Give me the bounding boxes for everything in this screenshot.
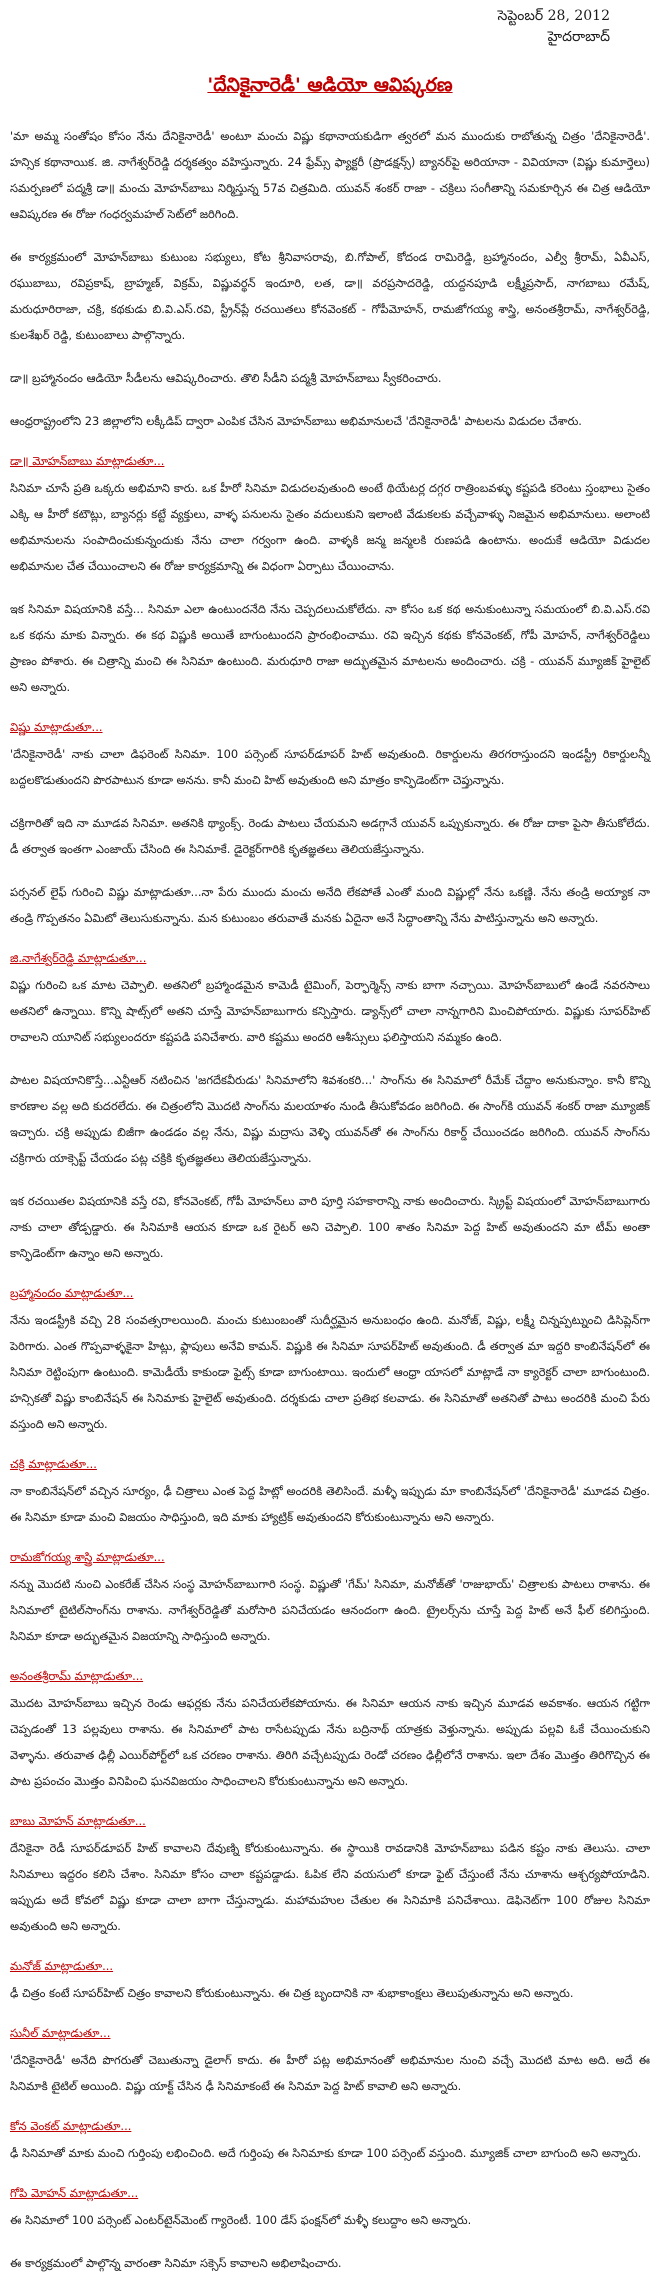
speech-paragraph: విష్ణు గురించి ఒక మాట చెప్పాలి. అతనిలో బ్రహ్మాండమైన కామెడీ టైమింగ్, పెర్ఫార్మెన్స్ నాకు బాగా నచ్చాయి. మోహన్‌బాబులో ఉండే నవరసాలు అతనిలో ఉన్నాయి. కొన్ని షాట్స్‌లో అతని చూస్తే మోహన్‌బాబుగారు కన్పిస్తారు. డ్యాన్స్‌లో చాలా నాన్నగారిని మించిపోయారు. విష్ణుకు సూపర్‌హిట్ రావాలని యూనిట్ సభ్యులందరూ కష్టపడి పనిచేశారు. వారి కష్టము అందరి ఆశీస్సులు ఫలిస్తాయని నమ్మకం ఉంది. [10, 978, 650, 1044]
article-title: 'దేనికైనారెడీ' ఆడియో ఆవిష్కరణ [207, 74, 453, 96]
speech-section [10, 1547, 650, 1649]
article-intro [10, 123, 650, 434]
speaker-heading: విష్ణు మాట్లాడుతూ... [10, 720, 103, 734]
speech-section [10, 1956, 650, 2006]
speaker-heading: బ్రహ్మానందం మాట్లాడుతూ... [10, 1286, 134, 1300]
intro-paragraph: డా॥ బ్రహ్మానందం ఆడియో సీడీలను ఆవిష్కరించారు. తొలి సీడీని పద్మశ్రీ మోహన్‌బాబు స్వీకరించారు. [10, 371, 442, 385]
speech-paragraph: ఈ కార్యక్రమంలో పాల్గొన్న వారంతా సినిమా సక్సెస్ కావాలని అభిలాషించారు. [10, 2256, 342, 2270]
intro-paragraph: ఈ కార్యక్రమంలో మోహన్‌బాబు కుటుంబ సభ్యులు, కోట శ్రీనివాసరావు, బి.గోపాల్, కోదండ రామిరెడ్డి, బ్రహ్మానందం, ఎల్వీ శ్రీరామ్, ఏవీఎస్, రఘుబాబు, రవిప్రకాష్, బ్రాహ్మణ్, విక్రమ్, విష్ణువర్థన్ ఇందూరి, లత, డా॥ వరప్రసాదరెడ్డి, యద్దనపూడి లక్ష్మీప్రసాద్, నాగబాబు రమేష్, మరుధూరిరాజా, చక్రి, కథకుడు బి.వి.ఎస్.రవి, స్ట్రీన్‌ప్లే రచయితలు కోనవెంకట్ - గోపీమోహన్, రామజోగయ్య శాస్త్రి, అనంతశ్రీరామ్, నాగేశ్వర్‌రెడ్డి, కులశేఖర్ రెడ్డి, కుటుంబాలు పాల్గొన్నారు. [10, 250, 650, 342]
speech-paragraph: పర్సనల్ లైఫ్ గురించి విష్ణు మాట్లాడుతూ...నా పేరు ముందు మంచు అనేది లేకపోతే ఎంతో మంది విష్ణుల్లో నేను ఒకణ్ణి. నేను తండ్రి అయ్యాక నా తండ్రి గొప్పతనం ఏమిటో తెలుసుకున్నాను. మన కుటుంబం తరువాతే మనకు ఏదైనా అనే సిద్ధాంతాన్ని నేను పాటిస్తున్నాను అని అన్నారు. [10, 885, 650, 925]
speech-section [10, 1811, 650, 1939]
speech-paragraph: సినిమా చూసే ప్రతి ఒక్కరు అభిమాని కారు. ఒక హీరో సినిమా విడుదలవుతుంది అంటే థియేటర్ల దగ్గర రాత్రింబవళ్ళు కష్టపడి కరెంటు స్తంభాలు సైతం ఎక్కి ఆ హీరో కటౌట్లు, బ్యానర్లు కట్టే వ్యక్తులు, వాళ్ళ పనులను సైతం వదులుకుని ఇలాంటి వేడుకలకు వచ్చేవాళ్ళు నిజమైన అభిమానులు. అలాంటి అభిమానులను సంపాదించుకున్నందుకు నేను చాలా గర్వంగా ఉంది. వాళ్ళకి జన్మ జన్మలకి రుణపడి ఉంటాను. అందుకే ఆడియో విడుదల అభిమానుల చేత చేయించాలని ఈ రోజు కార్యక్రమాన్ని ఈ విధంగా ఏర్పాటు చేయించాను. [10, 481, 650, 573]
speech-paragraph: నన్ను మొదటి నుంచి ఎంకరేజ్ చేసిన సంస్థ మోహన్‌బాబుగారి సంస్థ. విష్ణుతో 'గేమ్' సినిమా, మనోజ్‌తో 'రాజుభాయ్' చిత్రాలకు పాటలు రాశాను. ఈ సినిమాలో టైటిల్‌సాంగ్‌ను రాశాను. నాగేశ్వర్‌రెడ్డితో మరోసారి పనిచేయడం ఆనందంగా ఉంది. ట్రైలర్స్‌ను చూస్తే పెద్ద హిట్ అనే ఫీల్ కలిగిస్తుంది. సినిమా కూడా అద్భుతమైన విజయాన్ని సాధిస్తుంది అన్నారు. [10, 1577, 650, 1643]
speaker-heading: అనంతశ్రీరామ్ మాట్లాడుతూ... [10, 1669, 144, 1683]
speaker-heading: డా॥ మోహన్‌బాబు మాట్లాడుతూ... [10, 454, 165, 468]
speech-paragraph: దేనికైనా రెడీ సూపర్‌డూపర్ హిట్ కావాలని దేవుణ్ని కోరుకుంటున్నాను. ఈ స్థాయికి రావడానికి మోహన్‌బాబు పడిన కష్టం నాకు తెలుసు. చాలా సినిమాలు ఇద్దరం కలిసి చేశాం. సినిమా కోసం చాలా కష్టపడ్డాడు. ఓపిక లేని వయసులో కూడా ఫైట్ చేస్తుంటే నేను చూశాను ఆశ్చర్యపోయాడిని. ఇప్పుడు అదే కోవలో విష్ణు కూడా చాలా బాగా చేస్తున్నాడు. మహామహుల చేతుల ఈ సినిమాకి పనిచేశాయి. డెఫినెట్‌గా 100 రోజుల సినిమా అవుతుంది అని అన్నారు. [10, 1841, 650, 1933]
speech-paragraph: నా కాంబినేషన్‌లో వచ్చిన సూర్యం, ఢీ చిత్రాలు ఎంత పెద్ద హిట్లో అందరికి తెలిసిందే. మళ్ళీ ఇప్పుడు మా కాంబినేషన్‌లో 'దేనికైనారెడీ' మూడవ చిత్రం. ఈ సినిమా కూడా మంచి విజయం సాధిస్తుంది, ఇది మాకు హ్యాట్రిక్ అవుతుందని కోరుకుంటున్నాను అని అన్నారు. [10, 1484, 650, 1524]
speaker-heading: కోన వెంకట్ మాట్లాడుతూ... [10, 2119, 132, 2133]
speech-section [10, 451, 650, 700]
speech-paragraph: ఢీ చిత్రం కంటే సూపర్‌హిట్ చిత్రం కావాలని కోరుకుంటున్నాను. ఈ చిత్ర బృందానికి నా శుభాకాంక్షలు తెలుపుతున్నాను అని అన్నారు. [10, 1986, 574, 2000]
speech-paragraph: నేను ఇండస్ట్రీకి వచ్చి 28 సంవత్సరాలయింది. మంచు కుటుంబంతో సుదీర్ఘమైన అనుబంధం ఉంది. మనోజ్, విష్ణు, లక్ష్మీ చిన్నప్పట్నుంచి డిసిప్లెన్‌గా పెరిగారు. ఎంత గొప్పవాళ్ళకైనా హిట్లు, ఫ్లాపులు అనేవి కామన్. విష్ణుకి ఈ సినిమా సూపర్‌హిట్ అవుతుంది. డీ తర్వాత మా ఇద్దరి కాంబినేషన్‌లో ఈ సినిమా రెట్టింపుగా ఉంటుంది. కామెడీయే కాకుండా ఫైట్స్ కూడా బాగుంటాయి. ఇందులో ఆంధ్రా యాసలో మాట్లాడే నా క్యారెక్టర్ చాలా బాగుంటుంది. హన్సికతో విష్ణు కాంబినేషన్ ఈ సినిమాకు హైలైట్ అవుతుంది. దర్శకుడు చాలా ప్రతిభ కలవాడు. ఈ సినిమాతో అతనితో పాటు అందరికి మంచి పేరు వస్తుంది అని అన్నారు. [10, 1313, 650, 1431]
speech-paragraph: పాటల విషయానికొస్తే...ఎన్టీఆర్ నటించిన 'జగదేకవీరుడు' సినిమాలోని శివశంకరి...' సాంగ్‌ను ఈ సినిమాలో రీమేక్ చేద్దాం అనుకున్నాం. కానీ కొన్ని కారణాల వల్ల అది కుదరలేదు. ఈ చిత్రంలోని మొదటి సాంగ్‌ను మలయాళం నుండి తీసుకోవడం జరిగింది. ఈ సాంగ్‌కి యువన్ శంకర్ రాజా మ్యూజిక్ ఇచ్చారు. చక్రి అప్పుడు బిజీగా ఉండడం వల్ల నేను, విష్ణు మద్రాసు వెళ్ళి యువన్‌తో ఈ సాంగ్‌ను రికార్డ్ చేయించడం జరిగింది. యువన్ సాంగ్‌ను చక్రిగారు యాక్సెప్ట్ చేయడం పట్ల చక్రికి కృతజ్ఞతలు తెలియజేస్తున్నాను. [10, 1073, 650, 1165]
intro-paragraph: 'మా అమ్మ సంతోషం కోసం నేను దేనికైనారెడీ' అంటూ మంచు విష్ణు కథానాయకుడిగా త్వరలో మన ముందుకు రాబోతున్న చిత్రం 'దేనికైనారెడీ'. హన్సిక కథానాయిక. జి. నాగేశ్వర్‌రెడ్డి దర్శకత్వం వహిస్తున్నారు. 24 ఫ్రేమ్స్ ఫ్యాక్టరీ (ప్రొడక్షన్స్) బ్యానర్‌పై అరియానా - వివియానా (విష్ణు కుమార్తెలు) సమర్పణలో పద్మశ్రీ డా॥ మంచు మోహన్‌బాబు నిర్మిస్తున్న 57వ చిత్రమిది. యువన్ శంకర్ రాజా - చక్రిలు సంగీతాన్ని సమకూర్చిన ఈ చిత్ర ఆడియో ఆవిష్కరణ ఈ రోజు గంధర్వమహల్ సెట్‌లో జరిగింది. [10, 129, 650, 221]
speech-section [10, 1454, 650, 1530]
speech-section [10, 2183, 650, 2276]
speaker-heading: రామజోగయ్య శాస్త్రి మాట్లాడుతూ... [10, 1550, 165, 1564]
speech-section [10, 948, 650, 1266]
speech-section [10, 1283, 650, 1437]
speech-paragraph: ఇక సినిమా విషయానికి వస్తే... సినిమా ఎలా ఉంటుందనేది నేను చెప్పదలుచుకోలేదు. నా కోసం ఒక కథ అనుకుంటున్నా సమయంలో బి.వి.ఎస్.రవి ఒక కథను మాకు విన్నారు. ఈ కథ విష్ణుకి అయితే బాగుంటుందని ప్రారంభించాము. రవి ఇచ్చిన కథకు కోనవెంకట్, గోపీ మోహన్, నాగేశ్వర్‌రెడ్డిలు ప్రాణం పోశారు. ఈ చిత్రాన్ని మంచి ఈ సినిమా ఉంటుంది. మరుధూరి రాజా అద్భుతమైన మాటలను అందించారు. చక్రి - యువన్ మ్యూజిక్ హైలైట్ అని అన్నారు. [10, 602, 650, 694]
speech-paragraph: 'దేనికైనారెడీ' అనేది పొగరుతో చెబుతున్నా డైలాగ్ కాదు. ఈ హీరో పట్ల అభిమానంతో అభిమానుల నుంచి వచ్చే మొదటి మాట అది. అదే ఈ సినిమాకి టైటిల్ అయింది. విష్ణు యాక్ట్ చేసిన ఢీ సినిమాకంటే ఈ సినిమా పెద్ద హిట్ కావాలి అని అన్నారు. [10, 2053, 650, 2093]
speech-section [10, 2023, 650, 2099]
release-date: సెప్టెంబర్ 28, 2012 [497, 8, 610, 24]
speaker-heading: జి.నాగేశ్వర్‌రెడ్డి మాట్లాడుతూ... [10, 951, 147, 965]
speaker-heading: గోపి మోహన్ మాట్లాడుతూ... [10, 2186, 139, 2200]
speech-paragraph: చక్రిగారితో ఇది నా మూడవ సినిమా. అతనికి థ్యాంక్స్. రెండు పాటలు చేయమని అడగ్గానే యువన్ ఒప్పుకున్నారు. ఈ రోజు దాకా పైసా తీసుకోలేదు. డీ తర్వాత ఇంతగా ఎంజాయ్ చేసింది ఈ సినిమాకే. డైరెక్టర్‌గారికి కృతజ్ఞతలు తెలియజేస్తున్నాను. [10, 816, 650, 856]
speech-paragraph: ఢీ సినిమాతో మాకు మంచి గుర్తింపు లభించింది. అదే గుర్తింపు ఈ సినిమాకు కూడా 100 పర్సెంట్ వస్తుంది. మ్యూజిక్ చాలా బాగుంది అని అన్నారు. [10, 2146, 642, 2160]
speaker-heading: మనోజ్ మాట్లాడుతూ... [10, 1959, 114, 1973]
speech-section [10, 1666, 650, 1794]
speech-paragraph: మొదట మోహన్‌బాబు ఇచ్చిన రెండు ఆఫర్లకు నేను పనిచేయలేకపోయాను. ఈ సినిమా ఆయన నాకు ఇచ్చిన మూడవ అవకాశం. ఆయన గట్టిగా చెప్పడంతో 13 పల్లవులు రాశాను. ఈ సినిమాలో పాట రాసేటప్పుడు నేను బద్రినాథ్ యాత్రకు వెళ్తున్నాను. అప్పుడు పల్లవి ఓకే చేయించుకుని వెళ్ళాను. తరువాత ఢిల్లీ ఎయిర్‌పోర్ట్‌లో ఒక చరణం రాశాను. తిరిగి వచ్చేటప్పుడు రెండో చరణం ఢిల్లీలోనే రాశాను. ఇలా దేశం మొత్తం తిరిగొచ్చిన ఈ పాట ప్రపంచం మొత్తం వినిపించి ఘనవిజయం సాధించాలని కోరుకుంటున్నాను అని అన్నారు. [10, 1696, 650, 1788]
speaker-heading: చక్రి మాట్లాడుతూ... [10, 1457, 97, 1471]
release-meta [10, 6, 650, 48]
speech-paragraph: 'దేనికైనారెడీ' నాకు చాలా డిఫరెంట్ సినిమా. 100 పర్సెంట్ సూపర్‌డూపర్ హిట్ అవుతుంది. రికార్డులను తిరగరాస్తుందని ఇండస్ట్రీ రికార్డులన్నీ బద్దలకొడుతుందని పొరపాటున కూడా అనను. కానీ మంచి హిట్ అవుతుంది అని మాత్రం కాన్ఫిడెంట్‌గా చెప్తున్నాను. [10, 747, 650, 787]
speaker-heading: సునీల్ మాట్లాడుతూ... [10, 2026, 111, 2040]
speech-section [10, 717, 650, 931]
intro-paragraph: ఆంధ్రరాష్ట్రంలోని 23 జిల్లాలోని లక్కీడిప్ ద్వారా ఎంపిక చేసిన మోహన్‌బాబు అభిమానులచే 'దేనికైనారెడీ' పాటలను విడుదల చేశారు. [10, 414, 582, 428]
speaker-heading: బాబు మోహన్ మాట్లాడుతూ... [10, 1814, 146, 1828]
release-location: హైదరాబాద్ [547, 29, 610, 45]
speech-section [10, 2116, 650, 2166]
speech-paragraph: ఈ సినిమాలో 100 పర్సెంట్ ఎంటర్‌టైన్‌మెంట్ గ్యారెంటీ. 100 డేస్ ఫంక్షన్‌లో మళ్ళీ కలుద్దాం అని అన్నారు. [10, 2213, 472, 2227]
speech-paragraph: ఇక రచయితల విషయానికి వస్తే రవి, కోనవెంకట్, గోపీ మోహన్‌లు వారి పూర్తి సహకారాన్ని నాకు అందించారు. స్క్రిప్ట్ విషయంలో మోహన్‌బాబుగారు నాకు చాలా తోడ్పడ్డారు. ఈ సినిమాకి ఆయన కూడా ఒక రైటర్ అని చెప్పాలి. 100 శాతం సినిమా పెద్ద హిట్ అవుతుందని మా టీమ్ అంతా కాన్ఫిడెంట్‌గా ఉన్నాం అని అన్నారు. [10, 1194, 650, 1260]
